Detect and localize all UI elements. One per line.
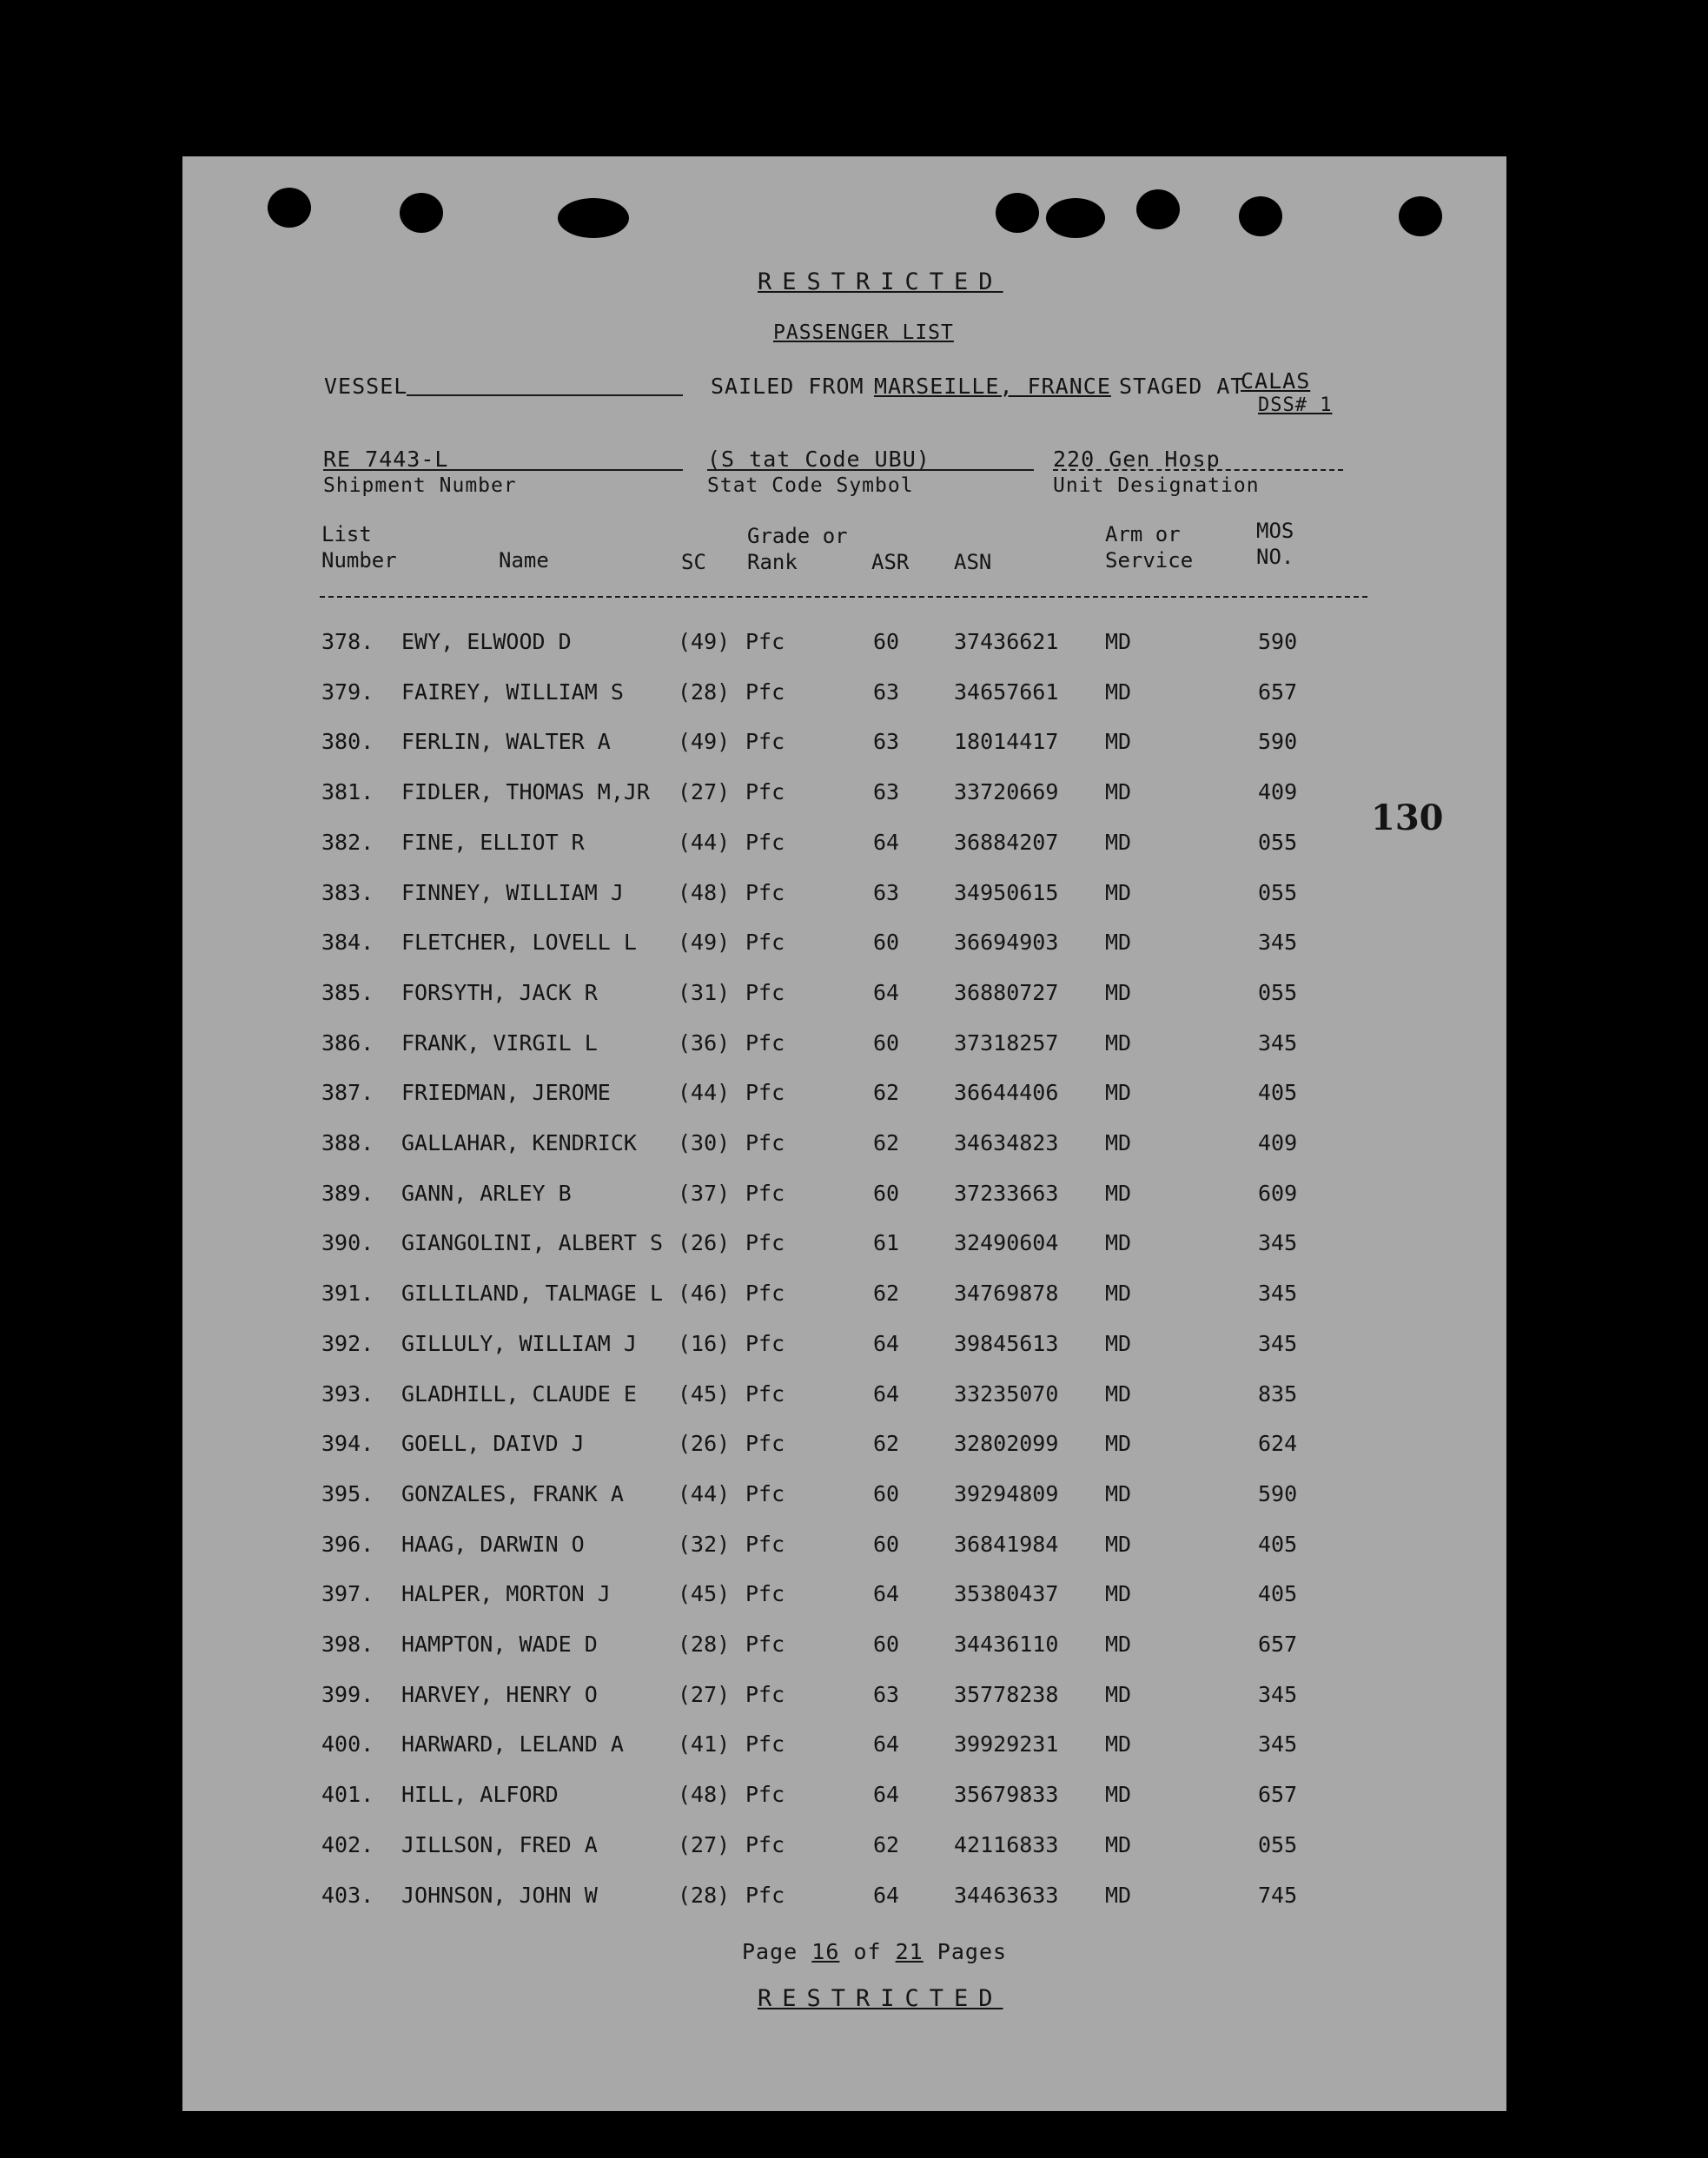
sc-cell: (49)	[678, 729, 731, 755]
stat-code-rule	[707, 469, 1034, 471]
arm-service-cell: MD	[1105, 1431, 1132, 1457]
asn-cell: 36694903	[954, 930, 1059, 956]
list-number-cell: 385.	[321, 979, 374, 1005]
col-header-sc: SC	[681, 550, 706, 574]
list-number-cell: 399.	[321, 1681, 374, 1707]
restricted-heading: RESTRICTED	[758, 268, 1003, 295]
sc-cell: (44)	[678, 829, 731, 855]
sc-cell: (28)	[678, 1882, 731, 1908]
sc-cell: (31)	[678, 979, 731, 1005]
sc-cell: (48)	[678, 1782, 731, 1808]
arm-service-cell: MD	[1105, 1480, 1132, 1506]
name-cell: FIDLER, THOMAS M,JR	[401, 779, 650, 805]
table-row	[182, 1682, 1506, 1732]
asr-cell: 60	[873, 629, 900, 654]
arm-service-cell: MD	[1105, 779, 1132, 805]
mos-cell: 345	[1258, 1029, 1298, 1056]
table-row	[182, 1281, 1506, 1331]
asr-cell: 63	[873, 679, 900, 705]
table-row	[182, 1130, 1506, 1181]
shipment-number: RE 7443-L	[323, 447, 449, 472]
table-row	[182, 1883, 1506, 1933]
asr-cell: 64	[873, 1330, 900, 1356]
mos-cell: 409	[1258, 779, 1298, 805]
asn-cell: 36841984	[954, 1531, 1059, 1557]
asr-cell: 60	[873, 1531, 900, 1557]
table-row	[182, 1030, 1506, 1081]
asr-cell: 61	[873, 1230, 900, 1256]
arm-service-cell: MD	[1105, 1281, 1132, 1307]
name-cell: FRANK, VIRGIL L	[401, 1029, 598, 1056]
asn-cell: 35778238	[954, 1681, 1059, 1707]
list-number-cell: 381.	[321, 779, 374, 805]
arm-service-cell: MD	[1105, 679, 1132, 705]
sc-cell: (37)	[678, 1180, 731, 1206]
list-number-cell: 382.	[321, 829, 374, 855]
table-row	[182, 679, 1506, 730]
sc-cell: (46)	[678, 1281, 731, 1307]
name-cell: HAAG, DARWIN O	[401, 1531, 585, 1557]
asr-cell: 60	[873, 1180, 900, 1206]
page-prefix: Page	[742, 1939, 798, 1964]
mos-cell: 590	[1258, 1480, 1298, 1506]
name-cell: HARVEY, HENRY O	[401, 1681, 598, 1707]
arm-service-cell: MD	[1105, 729, 1132, 755]
name-cell: EWY, ELWOOD D	[401, 629, 572, 654]
table-row	[182, 779, 1506, 830]
name-cell: FINNEY, WILLIAM J	[401, 879, 624, 905]
mos-cell: 345	[1258, 1731, 1298, 1758]
name-cell: JILLSON, FRED A	[401, 1831, 598, 1857]
name-cell: FLETCHER, LOVELL L	[401, 930, 637, 956]
punch-hole	[558, 198, 629, 238]
asr-cell: 64	[873, 1581, 900, 1607]
asr-cell: 62	[873, 1831, 900, 1857]
asn-cell: 34463633	[954, 1882, 1059, 1908]
asr-cell: 60	[873, 1029, 900, 1056]
name-cell: FORSYTH, JACK R	[401, 979, 598, 1005]
grade-cell: Pfc	[745, 1480, 785, 1506]
grade-cell: Pfc	[745, 829, 785, 855]
list-number-cell: 392.	[321, 1330, 374, 1356]
table-row	[182, 1782, 1506, 1832]
passenger-list-title: PASSENGER LIST	[773, 321, 954, 344]
asn-cell: 33235070	[954, 1380, 1059, 1407]
table-row	[182, 1181, 1506, 1231]
asn-cell: 35679833	[954, 1782, 1059, 1808]
sc-cell: (45)	[678, 1380, 731, 1407]
shipment-number-rule	[323, 469, 683, 471]
col-header-grade: Grade or Rank	[747, 524, 848, 574]
list-number-cell: 401.	[321, 1782, 374, 1808]
unit-designation-rule	[1053, 469, 1343, 471]
stat-code: (S tat Code UBU)	[707, 447, 930, 472]
name-cell: GANN, ARLEY B	[401, 1180, 572, 1206]
asn-cell: 32490604	[954, 1230, 1059, 1256]
list-number-cell: 394.	[321, 1431, 374, 1457]
col-header-list-number: List Number	[321, 522, 397, 573]
sc-cell: (49)	[678, 930, 731, 956]
mos-cell: 055	[1258, 1831, 1298, 1857]
punch-hole	[1136, 189, 1180, 229]
arm-service-cell: MD	[1105, 1531, 1132, 1557]
name-cell: HILL, ALFORD	[401, 1782, 559, 1808]
mos-cell: 745	[1258, 1882, 1298, 1908]
sc-cell: (28)	[678, 1632, 731, 1657]
name-cell: FERLIN, WALTER A	[401, 729, 611, 755]
table-row	[182, 629, 1506, 679]
grade-cell: Pfc	[745, 979, 785, 1005]
table-row	[182, 1581, 1506, 1632]
arm-service-cell: MD	[1105, 1831, 1132, 1857]
table-row	[182, 880, 1506, 930]
list-number-cell: 397.	[321, 1581, 374, 1607]
table-row	[182, 1381, 1506, 1432]
mos-cell: 405	[1258, 1080, 1298, 1106]
unit-designation: 220 Gen Hosp	[1053, 447, 1221, 472]
table-row	[182, 1431, 1506, 1481]
table-row	[182, 1080, 1506, 1130]
list-number-cell: 386.	[321, 1029, 374, 1056]
name-cell: GOELL, DAIVD J	[401, 1431, 585, 1457]
arm-service-cell: MD	[1105, 1882, 1132, 1908]
stat-code-label: Stat Code Symbol	[707, 474, 914, 497]
asr-cell: 62	[873, 1130, 900, 1155]
grade-cell: Pfc	[745, 1431, 785, 1457]
col-header-mos: MOS NO.	[1256, 519, 1294, 569]
page-suffix: Pages	[937, 1939, 1008, 1964]
col-header-arm: Arm or Service	[1105, 522, 1194, 573]
asn-cell: 37233663	[954, 1180, 1059, 1206]
name-cell: FINE, ELLIOT R	[401, 829, 585, 855]
list-number-cell: 388.	[321, 1130, 374, 1155]
arm-service-cell: MD	[1105, 1782, 1132, 1808]
name-cell: GALLAHAR, KENDRICK	[401, 1130, 637, 1155]
grade-cell: Pfc	[745, 1632, 785, 1657]
asr-cell: 62	[873, 1080, 900, 1106]
page-indicator	[742, 1939, 1007, 1965]
list-number-cell: 393.	[321, 1380, 374, 1407]
name-cell: FRIEDMAN, JEROME	[401, 1080, 611, 1106]
sailed-from-label: SAILED FROM	[711, 374, 864, 399]
asn-cell: 37436621	[954, 629, 1059, 654]
arm-service-cell: MD	[1105, 1130, 1132, 1155]
sc-cell: (30)	[678, 1130, 731, 1155]
mos-cell: 657	[1258, 679, 1298, 705]
grade-cell: Pfc	[745, 629, 785, 654]
arm-service-cell: MD	[1105, 930, 1132, 956]
name-cell: GLADHILL, CLAUDE E	[401, 1380, 637, 1407]
mos-cell: 405	[1258, 1531, 1298, 1557]
mos-cell: 345	[1258, 1230, 1298, 1256]
arm-service-cell: MD	[1105, 979, 1132, 1005]
page-of: of	[853, 1939, 882, 1964]
asn-cell: 18014417	[954, 729, 1059, 755]
asr-cell: 60	[873, 1632, 900, 1657]
punch-hole	[1239, 196, 1282, 236]
asr-cell: 60	[873, 1480, 900, 1506]
list-number-cell: 379.	[321, 679, 374, 705]
sc-cell: (36)	[678, 1029, 731, 1056]
table-row	[182, 1331, 1506, 1381]
table-row	[182, 1832, 1506, 1883]
sc-cell: (27)	[678, 779, 731, 805]
restricted-footer: RESTRICTED	[758, 1985, 1003, 2012]
arm-service-cell: MD	[1105, 1581, 1132, 1607]
punch-hole	[268, 188, 311, 228]
mos-cell: 345	[1258, 930, 1298, 956]
mos-cell: 657	[1258, 1782, 1298, 1808]
col-header-asr: ASR	[871, 550, 910, 574]
sc-cell: (28)	[678, 679, 731, 705]
name-cell: GIANGOLINI, ALBERT S	[401, 1230, 664, 1256]
list-number-cell: 389.	[321, 1180, 374, 1206]
sc-cell: (27)	[678, 1681, 731, 1707]
list-number-cell: 391.	[321, 1281, 374, 1307]
sc-cell: (27)	[678, 1831, 731, 1857]
list-number-cell: 384.	[321, 930, 374, 956]
mos-cell: 345	[1258, 1281, 1298, 1307]
list-number-cell: 400.	[321, 1731, 374, 1758]
asr-cell: 64	[873, 1882, 900, 1908]
arm-service-cell: MD	[1105, 1180, 1132, 1206]
mos-cell: 609	[1258, 1180, 1298, 1206]
arm-service-cell: MD	[1105, 1029, 1132, 1056]
vessel-blank	[407, 394, 683, 396]
arm-service-cell: MD	[1105, 1731, 1132, 1758]
list-number-cell: 387.	[321, 1080, 374, 1106]
table-row	[182, 830, 1506, 880]
unit-designation-label: Unit Designation	[1053, 474, 1260, 497]
name-cell: HAMPTON, WADE D	[401, 1632, 598, 1657]
grade-cell: Pfc	[745, 1230, 785, 1256]
asn-cell: 32802099	[954, 1431, 1059, 1457]
asn-cell: 34634823	[954, 1130, 1059, 1155]
grade-cell: Pfc	[745, 879, 785, 905]
asn-cell: 39845613	[954, 1330, 1059, 1356]
mos-cell: 055	[1258, 879, 1298, 905]
sc-cell: (48)	[678, 879, 731, 905]
arm-service-cell: MD	[1105, 629, 1132, 654]
grade-cell: Pfc	[745, 1330, 785, 1356]
list-number-cell: 380.	[321, 729, 374, 755]
punch-hole	[400, 193, 443, 233]
table-row	[182, 1532, 1506, 1582]
grade-cell: Pfc	[745, 1080, 785, 1106]
vessel-label: VESSEL	[324, 374, 408, 399]
document-page	[182, 156, 1506, 2111]
mos-cell: 624	[1258, 1431, 1298, 1457]
grade-cell: Pfc	[745, 1029, 785, 1056]
sc-cell: (44)	[678, 1080, 731, 1106]
sc-cell: (26)	[678, 1230, 731, 1256]
grade-cell: Pfc	[745, 1831, 785, 1857]
header-separator	[320, 596, 1367, 598]
table-row	[182, 729, 1506, 779]
asn-cell: 33720669	[954, 779, 1059, 805]
arm-service-cell: MD	[1105, 829, 1132, 855]
punch-hole	[1046, 198, 1105, 238]
list-number-cell: 395.	[321, 1480, 374, 1506]
arm-service-cell: MD	[1105, 1632, 1132, 1657]
punch-hole	[996, 193, 1039, 233]
list-number-cell: 396.	[321, 1531, 374, 1557]
asn-cell: 39929231	[954, 1731, 1059, 1758]
asn-cell: 37318257	[954, 1029, 1059, 1056]
grade-cell: Pfc	[745, 1531, 785, 1557]
sc-cell: (41)	[678, 1731, 731, 1758]
mos-cell: 055	[1258, 829, 1298, 855]
asn-cell: 36880727	[954, 979, 1059, 1005]
sc-cell: (32)	[678, 1531, 731, 1557]
grade-cell: Pfc	[745, 1681, 785, 1707]
grade-cell: Pfc	[745, 1731, 785, 1758]
arm-service-cell: MD	[1105, 1330, 1132, 1356]
mos-cell: 405	[1258, 1581, 1298, 1607]
page-stamp-number: 130	[1371, 798, 1444, 838]
name-cell: GILLILAND, TALMAGE L	[401, 1281, 664, 1307]
asn-cell: 34769878	[954, 1281, 1059, 1307]
table-row	[182, 1481, 1506, 1532]
grade-cell: Pfc	[745, 1782, 785, 1808]
name-cell: JOHNSON, JOHN W	[401, 1882, 598, 1908]
page-total: 21	[895, 1939, 924, 1964]
mos-cell: 409	[1258, 1130, 1298, 1155]
list-number-cell: 390.	[321, 1230, 374, 1256]
sailed-from-port: MARSEILLE, FRANCE	[874, 374, 1111, 399]
asn-cell: 42116833	[954, 1831, 1059, 1857]
name-cell: HARWARD, LELAND A	[401, 1731, 624, 1758]
sc-cell: (44)	[678, 1480, 731, 1506]
sc-cell: (26)	[678, 1431, 731, 1457]
list-number-cell: 383.	[321, 879, 374, 905]
arm-service-cell: MD	[1105, 1080, 1132, 1106]
list-number-cell: 403.	[321, 1882, 374, 1908]
staged-at-label: STAGED AT	[1119, 374, 1245, 399]
mos-cell: 345	[1258, 1330, 1298, 1356]
asn-cell: 34950615	[954, 879, 1059, 905]
list-number-cell: 378.	[321, 629, 374, 654]
name-cell: FAIREY, WILLIAM S	[401, 679, 624, 705]
page-current: 16	[811, 1939, 840, 1964]
col-header-asn: ASN	[954, 550, 992, 574]
grade-cell: Pfc	[745, 1581, 785, 1607]
grade-cell: Pfc	[745, 1180, 785, 1206]
mos-cell: 590	[1258, 729, 1298, 755]
asr-cell: 62	[873, 1281, 900, 1307]
list-number-cell: 402.	[321, 1831, 374, 1857]
asr-cell: 64	[873, 829, 900, 855]
shipment-number-label: Shipment Number	[323, 474, 517, 497]
sc-cell: (45)	[678, 1581, 731, 1607]
asr-cell: 63	[873, 1681, 900, 1707]
table-row	[182, 930, 1506, 980]
mos-cell: 657	[1258, 1632, 1298, 1657]
arm-service-cell: MD	[1105, 1681, 1132, 1707]
table-row	[182, 980, 1506, 1030]
table-row	[182, 1230, 1506, 1281]
asr-cell: 63	[873, 729, 900, 755]
mos-cell: 345	[1258, 1681, 1298, 1707]
sc-cell: (49)	[678, 629, 731, 654]
asn-cell: 34436110	[954, 1632, 1059, 1657]
grade-cell: Pfc	[745, 1380, 785, 1407]
asr-cell: 64	[873, 1782, 900, 1808]
grade-cell: Pfc	[745, 1281, 785, 1307]
asr-cell: 64	[873, 1380, 900, 1407]
arm-service-cell: MD	[1105, 879, 1132, 905]
table-row	[182, 1632, 1506, 1682]
staged-at-place: CALAS	[1241, 368, 1311, 394]
name-cell: HALPER, MORTON J	[401, 1581, 611, 1607]
grade-cell: Pfc	[745, 729, 785, 755]
list-number-cell: 398.	[321, 1632, 374, 1657]
arm-service-cell: MD	[1105, 1230, 1132, 1256]
asn-cell: 35380437	[954, 1581, 1059, 1607]
table-row	[182, 1731, 1506, 1782]
mos-cell: 055	[1258, 979, 1298, 1005]
arm-service-cell: MD	[1105, 1380, 1132, 1407]
sc-cell: (16)	[678, 1330, 731, 1356]
asr-cell: 63	[873, 879, 900, 905]
grade-cell: Pfc	[745, 1882, 785, 1908]
name-cell: GONZALES, FRANK A	[401, 1480, 624, 1506]
asn-cell: 34657661	[954, 679, 1059, 705]
grade-cell: Pfc	[745, 1130, 785, 1155]
grade-cell: Pfc	[745, 930, 785, 956]
asr-cell: 60	[873, 930, 900, 956]
mos-cell: 835	[1258, 1380, 1298, 1407]
grade-cell: Pfc	[745, 679, 785, 705]
punch-hole	[1399, 196, 1442, 236]
col-header-name: Name	[499, 548, 549, 573]
mos-cell: 590	[1258, 629, 1298, 654]
name-cell: GILLULY, WILLIAM J	[401, 1330, 637, 1356]
staged-at-detail: DSS# 1	[1258, 394, 1333, 416]
asr-cell: 64	[873, 1731, 900, 1758]
asn-cell: 36644406	[954, 1080, 1059, 1106]
asr-cell: 64	[873, 979, 900, 1005]
asr-cell: 62	[873, 1431, 900, 1457]
asr-cell: 63	[873, 779, 900, 805]
asn-cell: 39294809	[954, 1480, 1059, 1506]
asn-cell: 36884207	[954, 829, 1059, 855]
grade-cell: Pfc	[745, 779, 785, 805]
